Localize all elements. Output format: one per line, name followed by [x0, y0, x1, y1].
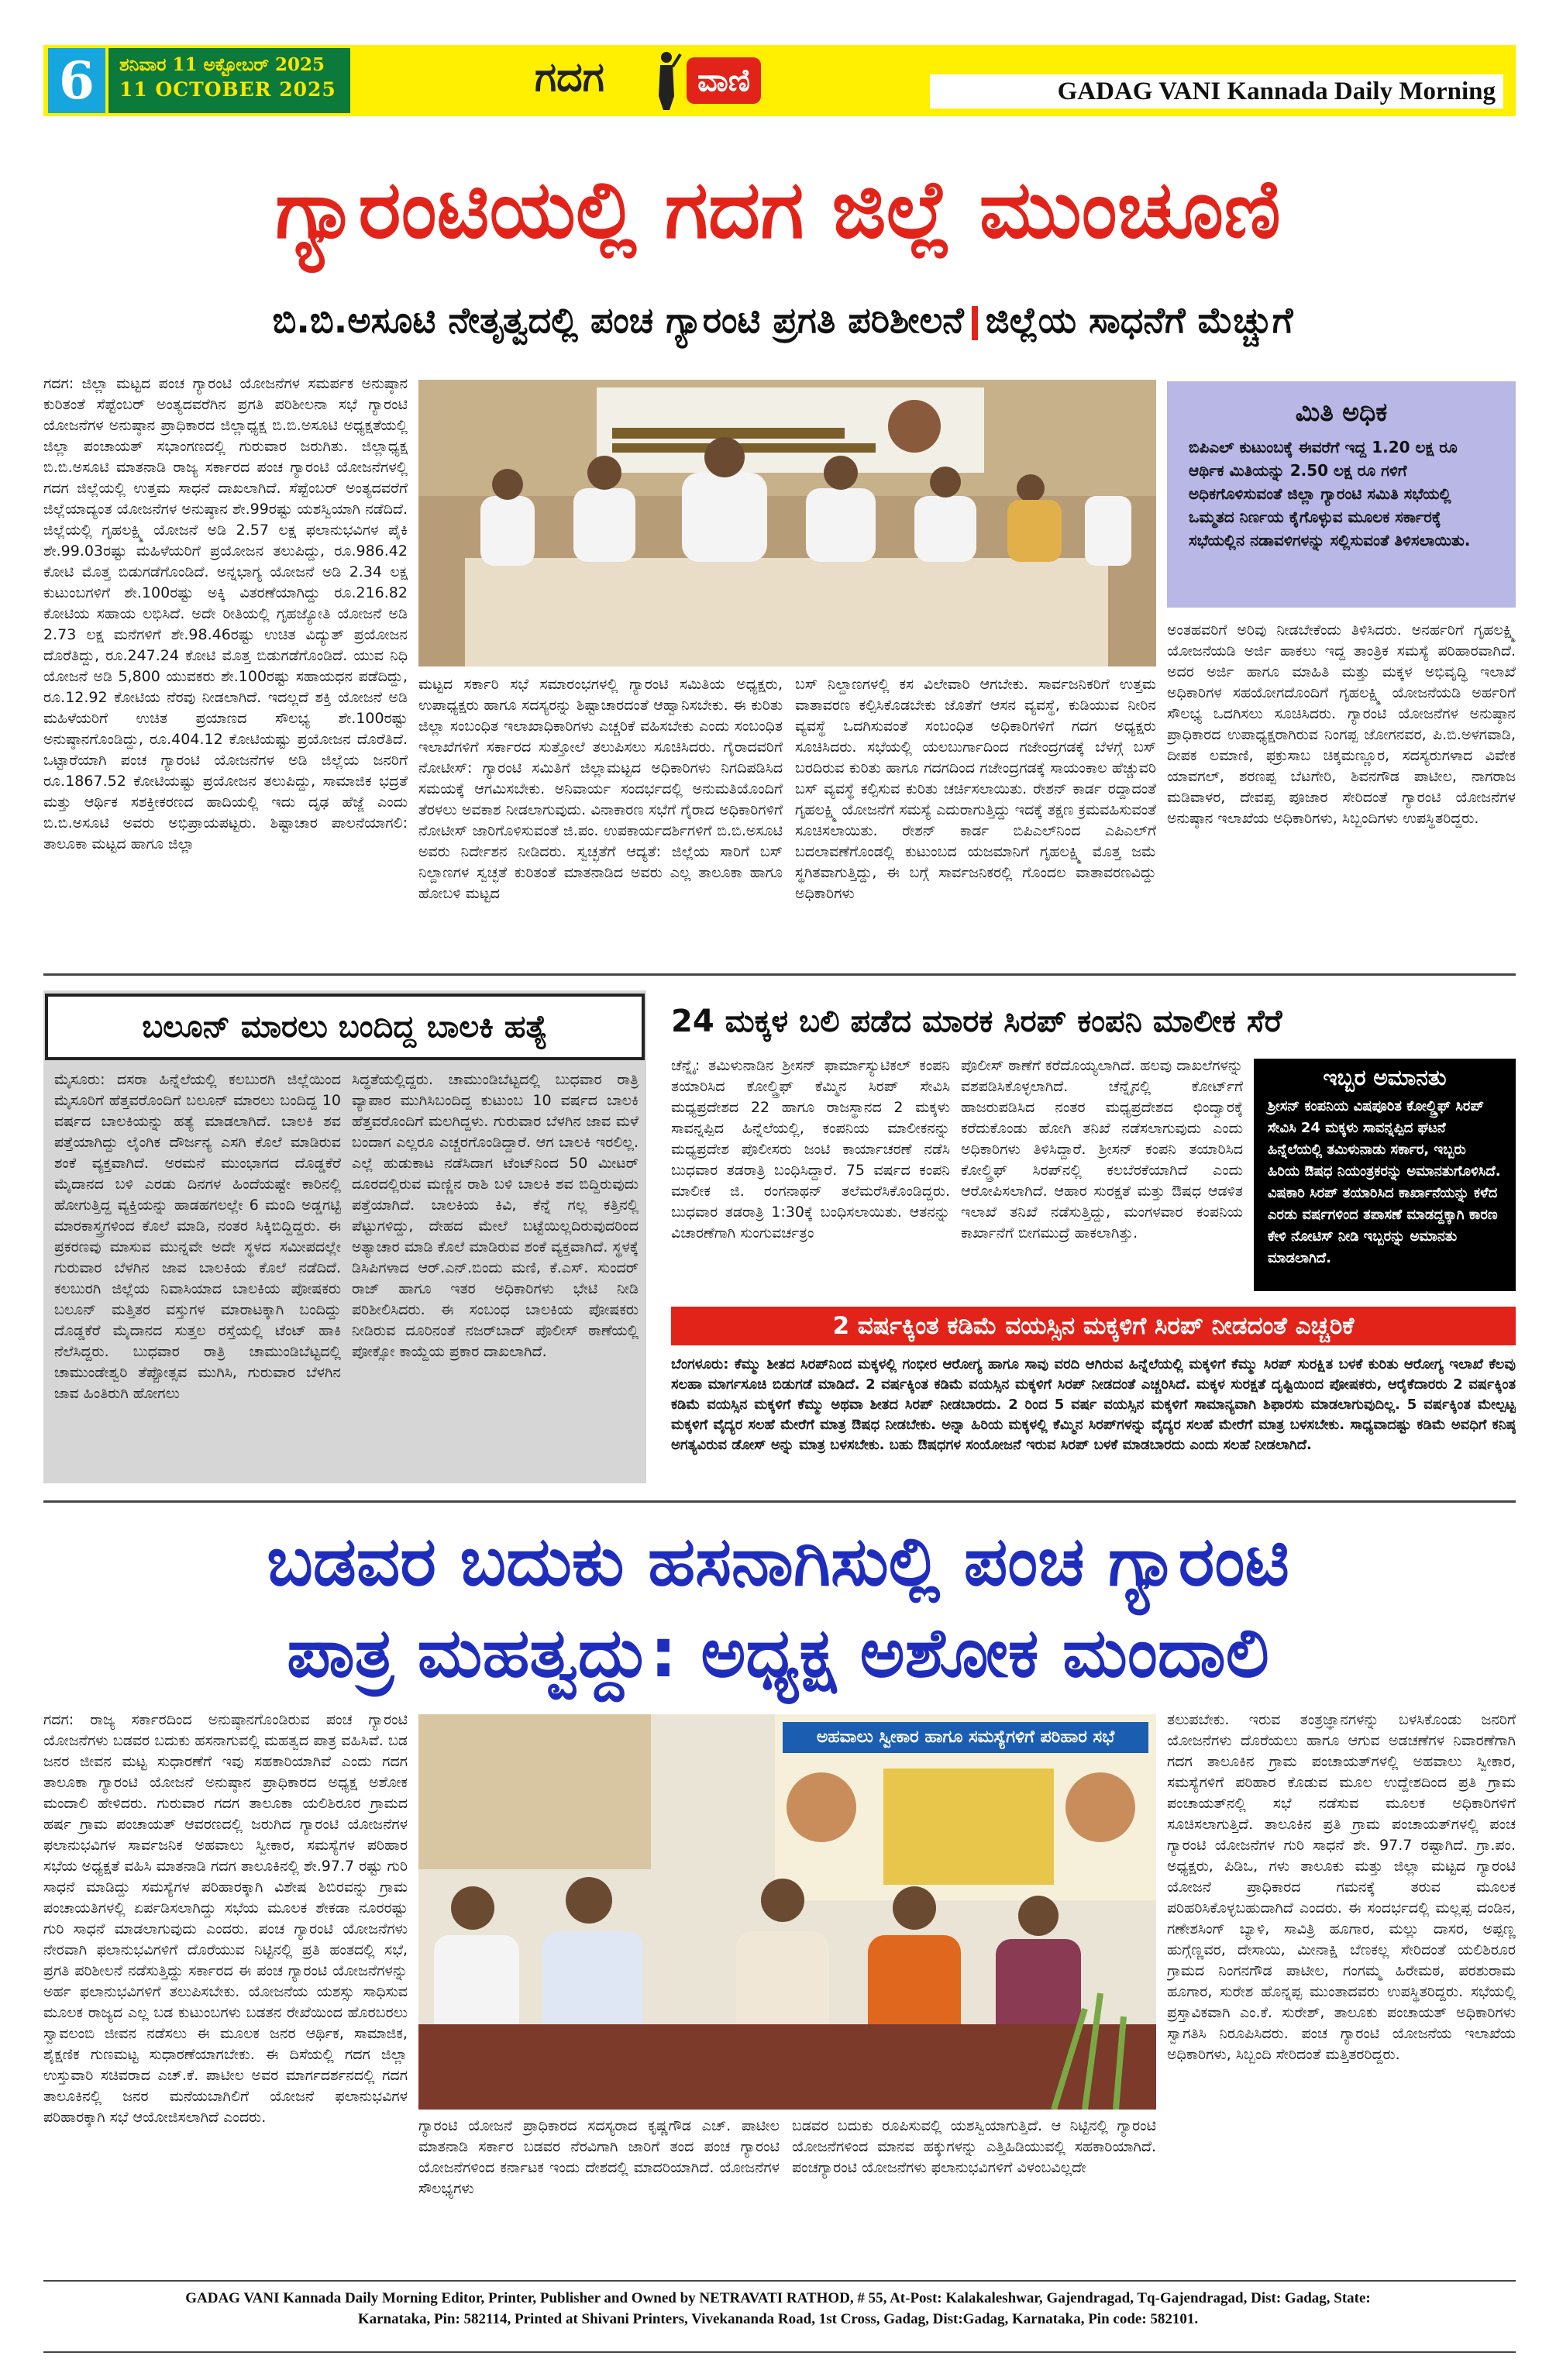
- lead-column-3: ಬಸ್ ನಿಲ್ದಾಣಗಳಲ್ಲಿ ಕಸ ವಿಲೇವಾರಿ ಆಗಬೇಕು. ಸಾರ್ವಜನಿಕರಿಗೆ ಉತ್ತಮ ವಾತಾವರಣ ಕಲ್ಪಿಸಿಕೊಡಬೇಕು ಜೊತೆಗೆ ಆಸನ ವ್ಯವಸ್ಥೆ, ಕುಡಿಯುವ ನೀರಿನ ವ್ಯವಸ್ಥೆ ಒದಗಿಸುವಂತೆ ಸಂಬಂಧಿತ ಅಧಿಕಾರಿಗಳಿಗೆ ಗದಗ ಅಧ್ಯಕ್ಷರು ಸೂಚಿಸಿದರು. ಸಭೆಯಲ್ಲಿ ಯಲಬುರ್ಗಾದಿಂದ ಗಜೇಂದ್ರಗಡಕ್ಕೆ ಬೆಳಗ್ಗೆ ಬಸ್ ಬರದಿರುವ ಕುರಿತು ಹಾಗೂ ಗದಗದಿಂದ ಗಜೇಂದ್ರಗಡಕ್ಕೆ ಸಾಯಂಕಾಲ ಹೆಚ್ಚುವರಿ ಬಸ್ ವ್ಯವಸ್ಥೆ ಕಲ್ಪಿಸುವ ಕುರಿತು ಚರ್ಚಿಸಲಾಯಿತು. ರೇಶನ್ ಕಾರ್ಡ ರದ್ದಾದಂತೆ ಗೃಹಲಕ್ಷ್ಮಿ ಯೋಜನೆಗೆ ಸಮಸ್ಯೆ ಎದುರಾಗುತ್ತಿದ್ದು ಇದಕ್ಕೆ ತಕ್ಷಣ ಕ್ರಮವಹಿಸುವಂತೆ ಸೂಚಿಸಲಾಯಿತು. ರೇಶನ್ ಕಾರ್ಡ ಬಿಪಿಎಲ್‌ನಿಂದ ಎಪಿಎಲ್‌ಗೆ ಬದಲಾವಣೆಗೊಂಡಲ್ಲಿ ಕುಟುಂಬದ ಯಜಮಾನಿಗೆ ಗೃಹಲಕ್ಷ್ಮಿ ಮೊತ್ತ ಜಮೆ ಸ್ಥಗಿತವಾಗುತ್ತಿದ್ದು, ಈ ಬಗ್ಗೆ ಸಾರ್ವಜನಿಕರಲ್ಲಿ ಗೊಂದಲ ವಾತಾವರಣವಿದ್ದು ಅಧಿಕಾರಿಗಳು: [795, 676, 1156, 902]
- page-number: 6: [48, 48, 105, 113]
- lead-subheadline: [46, 293, 1519, 347]
- warning-banner: 2 ವರ್ಷಕ್ಕಿಂತ ಕಡಿಮೆ ವಯಸ್ಸಿನ ಮಕ್ಕಳಿಗೆ ಸಿರಪ್ ನೀಡದಂತೆ ಎಚ್ಚರಿಕೆ: [671, 1307, 1516, 1345]
- photo-banner-text: ಅಹವಾಲು ಸ್ವೀಕಾರ ಹಾಗೂ ಸಮಸ್ಯೆಗಳಿಗೆ ಪರಿಹಾರ ಸಭೆ: [816, 1727, 1115, 1747]
- syrup-column-2: ಪೊಲೀಸ್ ಠಾಣೆಗೆ ಕರೆದೊಯ್ಯಲಾಗಿದೆ. ಹಲವು ದಾಖಲೆಗಳನ್ನು ವಶಪಡಿಸಿಕೊಳ್ಳಲಾಗಿದೆ. ಚೆನ್ನೈನಲ್ಲಿ ಕೋರ್ಟ್‌ಗೆ ಹಾಜರುಪಡಿಸಿದ ನಂತರ ಮಧ್ಯಪ್ರದೇಶದ ಛಿಂದ್ವಾರಕ್ಕೆ ಕರೆದುಕೊಂಡು ಹೋಗಿ ತನಿಖೆ ನಡೆಸಲಾಗುವುದು ಎಂದು ಅಧಿಕಾರಿಗಳು ತಿಳಿಸಿದ್ದಾರೆ. ಶ್ರೀಸನ್ ಕಂಪನಿ ತಯಾರಿಸಿದ ಕೋಲ್ಡ್ರಿಫ್ ಸಿರಪ್‌ನಲ್ಲಿ ಕಲಬೆರಕೆಯಾಗಿದೆ ಎಂದು ಆರೋಪಿಸಲಾಗಿದೆ. ಆಹಾರ ಸುರಕ್ಷತೆ ಮತ್ತು ಔಷಧ ಆಡಳಿತ ಇಲಾಖೆ ತನಿಖೆ ನಡೆಸುತ್ತಿದ್ದು, ಮಂಗಳವಾರ ಕಂಪನಿಯ ಕಾರ್ಖಾನೆಗೆ ಬೀಗಮುದ್ರೆ ಹಾಕಲಾಗಿತ್ತು.: [961, 1057, 1243, 1242]
- lead-column-4: ಅಂತಹವರಿಗೆ ಅರಿವು ನೀಡಬೇಕೆಂದು ತಿಳಿಸಿದರು. ಅನರ್ಹರಿಗೆ ಗೃಹಲಕ್ಷ್ಮಿ ಯೋಜನೆಯಡಿ ಅರ್ಜಿ ಹಾಕಲು ಇದ್ದ ತಾಂತ್ರಿಕ ಸಮಸ್ಯೆ ಪರಿಹಾರವಾಗಿದೆ. ಅದರ ಅರ್ಜಿ ಹಾಗೂ ಮಾಹಿತಿ ಮತ್ತು ಮಕ್ಕಳ ಅಭಿವೃದ್ಧಿ ಇಲಾಖೆ ಅಧಿಕಾರಿಗಳ ಸಹಯೋಗದೊಂದಿಗೆ ಗೃಹಲಕ್ಷ್ಮಿ ಯೋಜನೆಯಡಿ ಅರ್ಹರಿಗೆ ಸೌಲಭ್ಯ ಒದಗಿಸಲು ಸೂಚಿಸಿದರು. ಗ್ಯಾರಂಟಿ ಯೋಜನೆಗಳ ಅನುಷ್ಠಾನ ಪ್ರಾಧಿಕಾರದ ಉಪಾಧ್ಯಕ್ಷರಾಗಿರುವ ನಿಂಗಪ್ಪ ಜೋಗನವರ, ಪಿ.ಬಿ.ಅಳಗವಾಡಿ, ದೀಪಕ ಲಮಾಣಿ, ಫಕ್ರುಸಾಬ ಚಿಕ್ಕಮಣ್ಣೂರ, ಸದಸ್ಯರುಗಳಾದ ವಿವೇಕ ಯಾವಗಲ್, ಶರಣಪ್ಪ ಬೆಟಗೇರಿ, ಶಿವನಗೌಡ ಪಾಟೀಲ, ನಾಗರಾಜ ಮಡಿವಾಳರ, ದೇವಪ್ಪ ಪೂಜಾರ ಸೇರಿದಂತೆ ಗ್ಯಾರಂಟಿ ಯೋಜನೆಗಳ ಅನುಷ್ಠಾನ ಇಲಾಖೆಯ ಅಧಿಕಾರಿಗಳು, ಸಿಬ್ಬಂದಿಗಳು ಉಪಸ್ಥಿತರಿದ್ದರು.: [1167, 622, 1516, 827]
- statue-icon: [651, 50, 682, 112]
- date-block: [108, 48, 350, 113]
- section-divider-2: [43, 1500, 1516, 1503]
- logo-gadag: ಗದಗ: [535, 54, 604, 101]
- separator-bar: [972, 306, 978, 340]
- lead-column-2: ಮಟ್ಟದ ಸರ್ಕಾರಿ ಸಭೆ ಸಮಾರಂಭಗಳಲ್ಲಿ ಗ್ಯಾರಂಟಿ ಸಮಿತಿಯ ಅಧ್ಯಕ್ಷರು, ಉಪಾಧ್ಯಕ್ಷರು ಹಾಗೂ ಸದಸ್ಯರನ್ನು ಶಿಷ್ಟಾಚಾರದಂತೆ ಆಹ್ವಾನಿಸಬೇಕು. ಈ ಕುರಿತು ಜಿಲ್ಲಾ ಸಂಬಂಧಿತ ಇಲಾಖಾಧಿಕಾರಿಗಳು ಎಚ್ಚರಿಕೆ ವಹಿಸಬೇಕು ಎಂದು ಸಂಬಂಧಿತ ಇಲಾಖೆಗಳಿಗೆ ಸರ್ಕಾರದ ಸುತ್ತೋಲೆ ತಲುಪಿಸಲು ಸೂಚಿಸಿದರು. ಗೈರಾದವರಿಗೆ ನೋಟೀಸ್: ಗ್ಯಾರಂಟಿ ಸಮಿತಿಗೆ ಜಿಲ್ಲಾಮಟ್ಟದ ಅಧಿಕಾರಿಗಳು ನಿಗದಿಪಡಿಸಿದ ಸಮಯಕ್ಕೆ ಆಗಮಿಸಬೇಕು. ಅನಿವಾರ್ಯ ಸಂದರ್ಭದಲ್ಲಿ ಅನುಮತಿಯೊಂದಿಗೆ ತೆರಳಲು ಅವಕಾಶ ನೀಡಲಾಗುವುದು. ವಿನಾಕಾರಣ ಸಭೆಗೆ ಗೈರಾದ ಅಧಿಕಾರಿಗಳಿಗೆ ನೋಟೀಸ್ ಜಾರಿಗೊಳಿಸುವಂತೆ ಜಿ.ಪಂ. ಉಪಕಾರ್ಯದರ್ಶಿಗಳಿಗೆ ಬಿ.ಬಿ.ಅಸೂಟಿ ಅವರು ನಿರ್ದೇಶನ ನೀಡಿದರು. ಸ್ವಚ್ಛತೆಗೆ ಆದ್ಯತೆ: ಜಿಲ್ಲೆಯ ಸಾರಿಗೆ ಬಸ್ ನಿಲ್ದಾಣಗಳ ಸ್ವಚ್ಛತೆ ಕುರಿತಂತೆ ಮಾತನಾಡಿದ ಅವರು ಎಲ್ಲ ತಾಲೂಕಾ ಹಾಗೂ ಹೋಬಳಿ ಮಟ್ಟದ: [418, 676, 783, 902]
- poor-headline-line-1: ಬಡವರ ಬದುಕು ಹಸನಾಗಿಸುಲ್ಲಿ ಪಂಚ ಗ್ಯಾರಂಟಿ: [267, 1521, 1289, 1601]
- lead-sub-right: ಜಿಲ್ಲೆಯ ಸಾಧನೆಗೆ ಮೆಚ್ಚುಗೆ: [985, 299, 1293, 341]
- poor-column-1: ಗದಗ: ರಾಜ್ಯ ಸರ್ಕಾರದಿಂದ ಅನುಷ್ಠಾನಗೊಂಡಿರುವ ಪಂಚ ಗ್ಯಾರಂಟಿ ಯೋಜನೆಗಳು ಬಡವರ ಬದುಕು ಹಸನಾಗುವಲ್ಲಿ ಮಹತ್ವದ ಪಾತ್ರ ವಹಿಸಿವೆ. ಬಡ ಜನರ ಜೀವನ ಮಟ್ಟ ಸುಧಾರಣೆಗೆ ಇವು ಸಹಕಾರಿಯಾಗಿವೆ ಎಂದು ಗದಗ ತಾಲೂಕಾ ಗ್ಯಾರಂಟಿ ಯೋಜನೆ ಅನುಷ್ಠಾನ ಪ್ರಾಧಿಕಾರದ ಅಧ್ಯಕ್ಷ ಅಶೋಕ ಮಂದಾಲಿ ಹೇಳಿದರು. ಗುರುವಾರ ಗದಗ ತಾಲೂಕಾ ಯಲಿಶಿರೂರ ಗ್ರಾಮದ ಹರ್ಷ ಗ್ರಾಮ ಪಂಚಾಯತ್ ಆವರಣದಲ್ಲಿ ಜರುಗಿದ ಗ್ಯಾರಂಟಿ ಯೋಜನೆಗಳ ಫಲಾನುಭವಿಗಳ ಸಾರ್ವಜನಿಕ ಅಹವಾಲು ಸ್ವೀಕಾರ, ಸಮಸ್ಯೆಗಳ ಪರಿಹಾರ ಸಭೆಯ ಅಧ್ಯಕ್ಷತೆ ವಹಿಸಿ ಮಾತನಾಡಿ ಗದಗ ತಾಲೂಕಿನಲ್ಲಿ ಶೇ.97.7 ರಷ್ಟು ಗುರಿ ಸಾಧನೆ ಮಾಡಿದ್ದು ಸಮಸ್ಯೆಗಳ ಪರಿಹಾರಕ್ಕಾಗಿ ವಿಶೇಷ ಶಿಬಿರವನ್ನು ಗ್ರಾಮ ಪಂಚಾಯತಿಗಳಲ್ಲಿ ಏರ್ಪಡಿಸಲಾಗಿದ್ದು ಸಭೆಯ ಮೂಲಕ ಶೇಕಡಾ ನೂರರಷ್ಟು ಗುರಿ ಸಾಧನೆ ಮಾಡಲಾಗುವುದು ಎಂದರು. ಪಂಚ ಗ್ಯಾರಂಟಿ ಯೋಜನೆಗಳು ನೇರವಾಗಿ ಫಲಾನುಭವಿಗಳಿಗೆ ದೊರೆಯುವ ನಿಟ್ಟಿನಲ್ಲಿ ಪ್ರತಿ ಹಂತದಲ್ಲಿ ಸಭೆ, ಪ್ರಗತಿ ಪರಿಶೀಲನೆ ನಡೆಸುತ್ತಿದ್ದು ಸರ್ಕಾರದ ಈ ಪಂಚ ಗ್ಯಾರಂಟಿ ಯೋಜನೆಗಳನ್ನು ಅರ್ಹ ಫಲಾನುಭವಿಗಳಿಗೆ ತಲುಪಿಸಬೇಕು. ಯೋಜನೆಯ ಯಶಸ್ಸು ಸಾಧಿಸುವ ಮೂಲಕ ರಾಜ್ಯದ ಎಲ್ಲ ಬಡ ಕುಟುಂಬಗಳು ಬಡತನ ರೇಖೆಯಿಂದ ಹೊರಬರಲು ಸ್ವಾವಲಂಬಿ ಜೀವನ ನಡೆಸಲು ಈ ಮೂಲಕ ಜನರ ಆರ್ಥಿಕ, ಸಾಮಾಜಿಕ, ಶೈಕ್ಷಣಿಕ ಗುಣಮಟ್ಟ ಸುಧಾರಣೆಯಾಗಬೇಕು. ಈ ದಿಸೆಯಲ್ಲಿ ಗದಗ ಜಿಲ್ಲಾ ಉಸ್ತುವಾರಿ ಸಚಿವರಾದ ಎಚ್.ಕೆ. ಪಾಟೀಲ ಅವರ ಮಾರ್ಗದರ್ಶನದಲ್ಲಿ ಗದಗ ತಾಲೂಕಿನಲ್ಲಿ ಜನರ ಮನೆಯಬಾಗಿಲಿಗೆ ಯೋಜನೆ ಫಲಾನುಭವಿಗಳ ಪರಿಹಾರಕ್ಕಾಗಿ ಸಭೆ ಆಯೋಜಿಸಲಾಗಿದೆ ಎಂದರು.: [43, 1711, 408, 2126]
- footer-line-1: GADAG VANI Kannada Daily Morning Editor, Printer, Publisher and Owned by NETRAVATI RATHOD, # 55, At-Post: Kalakaleshwar, Gajendragad, Tq-Gajendragad, Dist: Gadag, State:: [185, 2290, 1371, 2306]
- footer-rule-bottom: [43, 2351, 1516, 2353]
- warning-body: ಬೆಂಗಳೂರು: ಕೆಮ್ಮು ಶೀತದ ಸಿರಪ್‌ನಿಂದ ಮಕ್ಕಳಲ್ಲಿ ಗಂಭೀರ ಆರೋಗ್ಯ ಹಾಗೂ ಸಾವು ವರದಿ ಆಗಿರುವ ಹಿನ್ನೆಲೆಯಲ್ಲಿ ಮಕ್ಕಳಿಗೆ ಕೆಮ್ಮು ಸಿರಪ್ ಸುರಕ್ಷಿತ ಬಳಕೆ ಕುರಿತು ಆರೋಗ್ಯ ಇಲಾಖೆ ಕೆಲವು ಸಲಹಾ ಮಾರ್ಗಸೂಚಿ ಬಿಡುಗಡೆ ಮಾಡಿದೆ. 2 ವರ್ಷಕ್ಕಿಂತ ಕಡಿಮೆ ವಯಸ್ಸಿನ ಮಕ್ಕಳಿಗೆ ಸಿರಪ್ ನೀಡದಂತೆ ಎಚ್ಚರಿಸಿದೆ. ಮಕ್ಕಳ ಸುರಕ್ಷತೆ ದೃಷ್ಟಿಯಿಂದ ಪೋಷಕರು, ಆರೈಕೆದಾರರು 2 ವರ್ಷಕ್ಕಿಂತ ಕಡಿಮೆ ವಯಸ್ಸಿನ ಮಕ್ಕಳಿಗೆ ಕೆಮ್ಮು ಅಥವಾ ಶೀತದ ಸಿರಪ್ ನೀಡಬಾರದು. 2 ರಿಂದ 5 ವರ್ಷ ವಯಸ್ಸಿನ ಮಕ್ಕಳಿಗೆ ಸಾಮಾನ್ಯವಾಗಿ ಶಿಫಾರಸು ಮಾಡಲಾಗುವುದಿಲ್ಲ. 5 ವರ್ಷಕ್ಕಿಂತ ಮೇಲ್ಪಟ್ಟ ಮಕ್ಕಳಿಗೆ ವೈದ್ಯರ ಸಲಹೆ ಮೇರೆಗೆ ಮಾತ್ರ ಔಷಧ ನೀಡಬೇಕು. ಅನ್ನಾ ಹಿರಿಯ ಮಕ್ಕಳಲ್ಲಿ ಕೆಮ್ಮಿನ ಸಿರಪ್‌ಗಳನ್ನು ವೈದ್ಯರ ಸಲಹೆ ಮೇರೆಗೆ ಮಾತ್ರ ಬಳಸಬೇಕು. ಸಾಧ್ಯವಾದಷ್ಟು ಕಡಿಮೆ ಅವಧಿಗೆ ಕನಿಷ್ಠ ಅಗತ್ಯವಿರುವ ಡೋಸ್ ಅನ್ನು ಮಾತ್ರ ಬಳಸಬೇಕು. ಬಹು ಔಷಧಗಳ ಸಂಯೋಜನೆ ಇರುವ ಸಿರಪ್ ಬಳಕೆ ಮಾಡಬಾರದು ಎಂದು ಸಲಹೆ ನೀಡಲಾಗಿದೆ.: [671, 1356, 1516, 1453]
- limit-box-body: ಬಿಪಿಎಲ್ ಕುಟುಂಬಕ್ಕೆ ಈವರೆಗೆ ಇದ್ದ 1.20 ಲಕ್ಷ ರೂ ಆರ್ಥಿಕ ಮಿತಿಯನ್ನು 2.50 ಲಕ್ಷ ರೂ ಗಳಿಗೆ ಅಧಿಕಗೊಳಿಸುವಂತೆ ಜಿಲ್ಲಾ ಗ್ಯಾರಂಟಿ ಸಮಿತಿ ಸಭೆಯಲ್ಲಿ ಒಮ್ಮತದ ನಿರ್ಣಯ ಕೈಗೊಳ್ಳುವ ಮೂಲಕ ಸರ್ಕಾರಕ್ಕೆ ಸಭೆಯಲ್ಲಿನ ನಡಾವಳಿಗಳನ್ನು ಸಲ್ಲಿಸುವಂತೆ ತಿಳಿಸಲಾಯಿತು.: [1189, 438, 1471, 549]
- footer-line-2: Karnataka, Pin: 582114, Printed at Shivani Printers, Vivekananda Road, 1st Cross, Gadag, Dist:Gadag, Karnataka, Pin code: 582101.: [357, 2311, 1199, 2327]
- limit-box: [1167, 381, 1516, 608]
- syrup-column-1: ಚೆನ್ನೈ: ತಮಿಳುನಾಡಿನ ಶ್ರೀಸನ್ ಫಾರ್ಮಾಸ್ಯುಟಿಕಲ್ ಕಂಪನಿ ತಯಾರಿಸಿದ ಕೋಲ್ಡ್ರಿಫ್ ಕೆಮ್ಮಿನ ಸಿರಪ್ ಸೇವಿಸಿ ಮಧ್ಯಪ್ರದೇಶದ 22 ಹಾಗೂ ರಾಜಸ್ಥಾನದ 2 ಮಕ್ಕಳು ಸಾವನ್ನಪ್ಪಿದ ಹಿನ್ನೆಲೆಯಲ್ಲಿ, ಕಂಪನಿಯ ಮಾಲೀಕನನ್ನು ಮಧ್ಯಪ್ರದೇಶ ಪೊಲೀಸರು ಜಂಟಿ ಕಾರ್ಯಾಚರಣೆ ನಡೆಸಿ ಬುಧವಾರ ತಡರಾತ್ರಿ ಬಂಧಿಸಿದ್ದಾರೆ. 75 ವರ್ಷದ ಕಂಪನಿ ಮಾಲೀಕ ಜಿ. ರಂಗನಾಥನ್ ತಲೆಮರೆಸಿಕೊಂಡಿದ್ದರು. ಬುಧವಾರ ತಡರಾತ್ರಿ 1:30ಕ್ಕೆ ಬಂಧಿಸಲಾಯಿತು. ಆತನನ್ನು ವಿಚಾರಣೆಗಾಗಿ ಸುಂಗುವರ್ಚತ್ರಂ: [671, 1057, 950, 1242]
- lead-headline: ಗ್ಯಾರಂಟಿಯಲ್ಲಿ ಗದಗ ಜಿಲ್ಲೆ ಮುಂಚೂಣಿ: [275, 162, 1281, 257]
- limit-box-title: ಮಿತಿ ಅಧಿಕ: [1295, 397, 1388, 427]
- suspension-body: ಶ್ರೀಸನ್ ಕಂಪನಿಯ ವಿಷಪೂರಿತ ಕೋಲ್ಡ್ರಿಫ್ ಸಿರಪ್ ಸೇವಿಸಿ 24 ಮಕ್ಕಳು ಸಾವನ್ನಪ್ಪಿದ ಘಟನೆ ಹಿನ್ನೆಲೆಯಲ್ಲಿ ತಮಿಳುನಾಡು ಸರ್ಕಾರ, ಇಬ್ಬರು ಹಿರಿಯ ಔಷಧ ನಿಯಂತ್ರಕರನ್ನು ಅಮಾನತುಗೊಳಿಸಿದೆ. ವಿಷಕಾರಿ ಸಿರಪ್ ತಯಾರಿಸಿದ ಕಾರ್ಖಾನೆಯನ್ನು ಕಳೆದ ಎರಡು ವರ್ಷಗಳಿಂದ ತಪಾಸಣೆ ಮಾಡದ್ದಕ್ಕಾಗಿ ಕಾರಣ ಕೇಳಿ ನೋಟಿಸ್ ನೀಡಿ ಇಬ್ಬರನ್ನು ಅಮಾನತು ಮಾಡಲಾಗಿದೆ.: [1268, 1098, 1501, 1266]
- poor-column-2: ಗ್ಯಾರಂಟಿ ಯೋಜನೆ ಪ್ರಾಧಿಕಾರದ ಸದಸ್ಯರಾದ ಕೃಷ್ಣಗೌಡ ಎಚ್. ಪಾಟೀಲ ಮಾತನಾಡಿ ಸರ್ಕಾರ ಬಡವರ ನೆರವಿಗಾಗಿ ಜಾರಿಗೆ ತಂದ ಪಂಚ ಗ್ಯಾರಂಟಿ ಯೋಜನೆಗಳಿಂದ ಕರ್ನಾಟಕ ಇಂದು ದೇಶದಲ್ಲಿ ಮಾದರಿಯಾಗಿದೆ. ಯೋಜನೆಗಳ ಸೌಲಭ್ಯಗಳು: [418, 2117, 780, 2197]
- footer-rule-top: [43, 2280, 1516, 2282]
- balloon-column-1: ಮೈಸೂರು: ದಸರಾ ಹಿನ್ನೆಲೆಯಲ್ಲಿ ಕಲಬುರಗಿ ಜಿಲ್ಲೆಯಿಂದ ಮೈಸೂರಿಗೆ ಹೆತ್ತವರೊಂದಿಗೆ ಬಲೂನ್ ಮಾರಲು ಬಂದಿದ್ದ 10 ವರ್ಷದ ಬಾಲಕಿಯನ್ನು ಹತ್ಯೆ ಮಾಡಲಾಗಿದೆ. ಬಾಲಕಿ ಶವ ಪತ್ತೆಯಾಗಿದ್ದು ಲೈಂಗಿಕ ದೌರ್ಜನ್ಯ ಎಸಗಿ ಕೊಲೆ ಮಾಡಿರುವ ಶಂಕೆ ವ್ಯಕ್ತವಾಗಿದೆ. ಅರಮನೆ ಮುಂಭಾಗದ ದೊಡ್ಡಕೆರೆ ಮೈದಾನದ ಬಳಿ ಎರಡು ದಿನಗಳ ಹಿಂದೆಯಷ್ಟೇ ಕಾರಿನಲ್ಲಿ ಹೋಗುತ್ತಿದ್ದ ವ್ಯಕ್ತಿಯನ್ನು ಹಾಡಹಗಲಲ್ಲೇ 6 ಮಂದಿ ಅಡ್ಡಗಟ್ಟಿ ಮಾರಕಾಸ್ತ್ರಗಳಿಂದ ಕೊಲೆ ಮಾಡಿ, ನಂತರ ಸಿಕ್ಕಿಬಿದ್ದಿದ್ದರು. ಈ ಪ್ರಕರಣವು ಮಾಸುವ ಮುನ್ನವೇ ಅದೇ ಸ್ಥಳದ ಸಮೀಪದಲ್ಲೇ ಗುರುವಾರ ಬೆಳಗಿನ ಜಾವ ಬಾಲಕಿಯ ಕೊಲೆ ನಡೆದಿದೆ. ಕಲಬುರಗಿ ಜಿಲ್ಲೆಯ ನಿವಾಸಿಯಾದ ಬಾಲಕಿಯ ಪೋಷಕರು ಬಲೂನ್ ಮತ್ತಿತರ ವಸ್ತುಗಳ ಮಾರಾಟಕ್ಕಾಗಿ ಬಂದಿದ್ದು ದೊಡ್ಡಕೆರೆ ಮೈದಾನದ ಸುತ್ತಲ ರಸ್ತೆಯಲ್ಲಿ ಟೆಂಟ್ ಹಾಕಿ ನೆಲೆಸಿದ್ದರು. ಬುಧವಾರ ರಾತ್ರಿ ಚಾಮುಂಡಿಬೆಟ್ಟದಲ್ಲಿ ಚಾಮುಂಡೇಶ್ವರಿ ತೆಪ್ಪೋತ್ಸವ ಮುಗಿಸಿ, ಗುರುವಾರ ಬೆಳಗಿನ ಜಾವ ಹಿಂತಿರುಗಿ ಹೋಗಲು: [54, 1071, 341, 1402]
- syrup-headline: 24 ಮಕ್ಕಳ ಬಲಿ ಪಡೆದ ಮಾರಕ ಸಿರಪ್ ಕಂಪನಿ ಮಾಲೀಕ ಸೆರೆ: [671, 1004, 1282, 1039]
- imprint-footer: [46, 2288, 1510, 2347]
- event-photo: [418, 1714, 1156, 2110]
- poor-column-4: ತಲುಪಬೇಕು. ಇರುವ ತಂತ್ರಜ್ಞಾನಗಳನ್ನು ಬಳಸಿಕೊಂಡು ಜನರಿಗೆ ಯೋಜನೆಗಳು ದೊರೆಯಲು ಹಾಗೂ ಆಗುವ ಅಡಚಣೆಗಳ ನಿವಾರಣೆಗಾಗಿ ಗದಗ ತಾಲೂಕಿನ ಗ್ರಾಮ ಪಂಚಾಯತ್‌ಗಳಲ್ಲಿ ಅಹವಾಲು ಸ್ವೀಕಾರ, ಸಮಸ್ಯೆಗಳಿಗೆ ಪರಿಹಾರ ಕೊಡುವ ಮೂಲ ಉದ್ದೇಶದಿಂದ ಪ್ರತಿ ಗ್ರಾಮ ಪಂಚಾಯತ್‌ನಲ್ಲಿ ಸಭೆ ನಡೆಸುವ ಮೂಲಕ ಅಧಿಕಾರಿಗಳಿಗೆ ಸೂಚಿಸಲಾಗುತ್ತಿದೆ. ತಾಲೂಕಿನ ಪ್ರತಿ ಗ್ರಾಮ ಪಂಚಾಯತ್‌ಗಳಲ್ಲಿ ಪಂಚ ಗ್ಯಾರಂಟಿ ಯೋಜನೆಗಳ ಗುರಿ ಸಾಧನೆ ಶೇ. 97.7 ರಷ್ಟಾಗಿದೆ. ಗ್ರಾ.ಪಂ. ಅಧ್ಯಕ್ಷರು, ಪಿಡಿಒ, ಗಳು ತಾಲೂಕು ಮತ್ತು ಜಿಲ್ಲಾ ಮಟ್ಟದ ಗ್ಯಾರಂಟಿ ಯೋಜನೆ ಪ್ರಾಧಿಕಾರದ ಗಮನಕ್ಕೆ ತರುವ ಮೂಲಕ ಪರಿಹರಿಸಿಕೊಳ್ಳಬಹುದಾಗಿದೆ ಎಂದರು. ಈ ಸಂದರ್ಭದಲ್ಲಿ ಮಲ್ಲಪ್ಪ ದಂಡಿನ, ಗಣೇಶಸಿಂಗ್ ಬ್ಯಾಳಿ, ಸಾವಿತ್ರಿ ಹೂಗಾರ, ಮಲ್ಲು ದಾಸರ, ಅಪ್ಪಣ್ಣ ಹುಗ್ಗೆಣ್ಣವರ, ದೇಸಾಯಿ, ಮೀನಾಕ್ಷಿ ಬೆಣಕಲ್ಲ ಸೇರಿದಂತೆ ಯಲಿಶಿರೂರ ಗ್ರಾಮದ ನಿಂಗನಗೌಡ ಪಾಟೀಲ, ಗಂಗಮ್ಮ ಹಿರೇಮಠ, ಪರಶುರಾಮ ಹೂಗಾರ, ಸುರೇಶ ಹೊನ್ನಪ್ಪ ಮುಂತಾದವರು ಉಪಸ್ಥಿತರಿದ್ದರು. ಸಭೆಯಲ್ಲಿ ಪ್ರಸ್ತಾವಿಕವಾಗಿ ಎಂ.ಕೆ. ಸುರೇಶ್, ತಾಲೂಕು ಪಂಚಾಯತ್ ಅಧಿಕಾರಿಗಳು ಸ್ವಾಗತಿಸಿ ನಿರೂಪಿಸಿದರು. ಪಂಚ ಗ್ಯಾರಂಟಿ ಯೋಜನೆಯ ಇಲಾಖೆಯ ಅಧಿಕಾರಿಗಳು, ಸಿಬ್ಬಂದಿ ಸೇರಿದಂತೆ ಮತ್ತಿತರರಿದ್ದರು.: [1167, 1711, 1516, 2063]
- balloon-headline: ಬಲೂನ್ ಮಾರಲು ಬಂದಿದ್ದ ಬಾಲಕಿ ಹತ್ಯೆ: [45, 994, 645, 1060]
- date-kannada: ಶನಿವಾರ 11 ಅಕ್ಟೋಬರ್ 2025: [119, 54, 325, 75]
- balloon-column-2: ಸಿದ್ಧತೆಯಲ್ಲಿದ್ದರು. ಚಾಮುಂಡಿಬೆಟ್ಟದಲ್ಲಿ ಬುಧವಾರ ರಾತ್ರಿ ವ್ಯಾಪಾರ ಮುಗಿಸಿಬಂದಿದ್ದ ಕುಟುಂಬ 10 ವರ್ಷದ ಬಾಲಕಿ ಹೆತ್ತವರೊಂದಿಗೆ ಮಲಗಿದ್ದಳು. ಗುರುವಾರ ಬೆಳಗಿನ ಜಾವ ಮಳೆ ಬಂದಾಗ ಎಲ್ಲರೂ ಎಚ್ಚರಗೊಂಡಿದ್ದಾರೆ. ಆಗ ಬಾಲಕಿ ಇರಲಿಲ್ಲ. ಎಲ್ಲೆ ಹುಡುಕಾಟ ನಡೆಸಿದಾಗ ಟೆಂಟ್‌ನಿಂದ 50 ಮೀಟರ್ ದೂರದಲ್ಲಿರುವ ಮಣ್ಣಿನ ರಾಶಿ ಬಳಿ ಬಾಲಕಿ ಶವ ಬಿದ್ದಿರುವುದು ಪತ್ತೆಯಾಗಿದೆ. ಬಾಲಕಿಯ ಕಿವಿ, ಕೆನ್ನೆ ಗಲ್ಲ ಕತ್ತಿನಲ್ಲಿ ಪೆಟ್ಟುಗಳಿದ್ದು, ದೇಹದ ಮೇಲೆ ಬಟ್ಟೆಯಿಲ್ಲದಿರುವುದರಿಂದ ಅತ್ಯಾಚಾರ ಮಾಡಿ ಕೊಲೆ ಮಾಡಿರುವ ಶಂಕೆ ವ್ಯಕ್ತವಾಗಿದೆ. ಸ್ಥಳಕ್ಕೆ ಡಿಸಿಪಿಗಳಾದ ಆರ್.ಎನ್.ಬಿಂದು ಮಣಿ, ಕೆ.ಎಸ್. ಸುಂದರ್ ರಾಜ್ ಹಾಗೂ ಇತರ ಅಧಿಕಾರಿಗಳು ಭೇಟಿ ನೀಡಿ ಪರಿಶೀಲಿಸಿದರು. ಈ ಸಂಬಂಧ ಬಾಲಕಿಯ ಪೋಷಕರು ನೀಡಿರುವ ದೂರಿನಂತೆ ನಜರ್‌ಬಾದ್ ಪೊಲೀಸ್ ಠಾಣೆಯಲ್ಲಿ ಪೋಕ್ಸೋ ಕಾಯ್ದೆಯ ಪ್ರಕಾರ ದಾಖಲಾಗಿದೆ.: [352, 1071, 639, 1360]
- suspension-title: ಇಬ್ಬರ ಅಮಾನತು: [1323, 1065, 1447, 1090]
- masthead-tagline: GADAG VANI Kannada Daily Morning: [930, 74, 1503, 108]
- poor-column-3: ಬಡವರ ಬದುಕು ರೂಪಿಸುವಲ್ಲಿ ಯಶಸ್ವಿಯಾಗುತ್ತಿದೆ. ಆ ನಿಟ್ಟಿನಲ್ಲಿ ಗ್ಯಾರಂಟಿ ಯೋಜನೆಗಳಿಂದ ಮಾನವ ಹಕ್ಕುಗಳನ್ನು ಎತ್ತಿಹಿಡಿಯುವಲ್ಲಿ ಸಹಕಾರಿಯಾಗಿದೆ. ಪಂಚಗ್ಯಾರಂಟಿ ಯೋಜನೆಗಳು ಫಲಾನುಭವಿಗಳಿಗೆ ವಿಳಂಬವಿಲ್ಲದೇ: [792, 2117, 1156, 2176]
- meeting-photo: [418, 380, 1156, 666]
- lead-column-1: ಗದಗ: ಜಿಲ್ಲಾ ಮಟ್ಟದ ಪಂಚ ಗ್ಯಾರಂಟಿ ಯೋಜನೆಗಳ ಸಮರ್ಪಕ ಅನುಷ್ಠಾನ ಕುರಿತಂತೆ ಸೆಪ್ಟೆಂಬರ್ ಅಂತ್ಯದವರೆಗಿನ ಪ್ರಗತಿ ಪರಿಶೀಲನಾ ಸಭೆ ಗ್ಯಾರಂಟಿ ಯೋಜನೆಗಳ ಅನುಷ್ಠಾನ ಪ್ರಾಧಿಕಾರದ ಜಿಲ್ಲಾಧ್ಯಕ್ಷ ಬಿ.ಬಿ.ಅಸೂಟಿ ಅಧ್ಯಕ್ಷತೆಯಲ್ಲಿ ಜಿಲ್ಲಾ ಪಂಚಾಯತ್ ಸಭಾಂಗಣದಲ್ಲಿ ಗುರುವಾರ ಜರುಗಿತು. ಜಿಲ್ಲಾಧ್ಯಕ್ಷ ಬಿ.ಬಿ.ಅಸೂಟಿ ಮಾತನಾಡಿ ರಾಜ್ಯ ಸರ್ಕಾರದ ಪಂಚ ಗ್ಯಾರಂಟಿ ಯೋಜನೆಗಳಲ್ಲಿ ಗದಗ ಜಿಲ್ಲೆಯಲ್ಲಿ ಉತ್ತಮ ಸಾಧನೆ ದಾಖಲಾಗಿದೆ. ಸೆಪ್ಟೆಂಬರ್ ಅಂತ್ಯದವರೆಗೆ ಜಿಲ್ಲೆಯಾದ್ಯಂತ ಯೋಜನೆಗಳ ಅನುಷ್ಠಾನ ಶೇ.99ರಷ್ಟು ಯಶಸ್ವಿಯಾಗಿ ನಡೆದಿದೆ. ಜಿಲ್ಲೆಯಲ್ಲಿ ಗೃಹಲಕ್ಷ್ಮಿ ಯೋಜನೆ ಅಡಿ 2.57 ಲಕ್ಷ ಫಲಾನುಭವಿಗಳ ಪೈಕಿ ಶೇ.99.03ರಷ್ಟು ಮಹಿಳೆಯರಿಗೆ ಪ್ರಯೋಜನ ತಲುಪಿದ್ದು, ರೂ.986.42 ಕೋಟಿ ಮೊತ್ತ ಬಿಡುಗಡೆಗೊಂಡಿದೆ. ಅನ್ನಭಾಗ್ಯ ಯೋಜನೆ ಅಡಿ 2.34 ಲಕ್ಷ ಕುಟುಂಬಗಳಿಗೆ ಶೇ.100ರಷ್ಟು ಅಕ್ಕಿ ವಿತರಣೆಯಾಗಿದ್ದು ರೂ.216.82 ಕೋಟಿಯ ಸಹಾಯ ಲಭಿಸಿದೆ. ಅದೇ ರೀತಿಯಲ್ಲಿ ಗೃಹಜ್ಯೋತಿ ಯೋಜನೆ ಅಡಿ 2.73 ಲಕ್ಷ ಮನೆಗಳಿಗೆ ಶೇ.98.46ರಷ್ಟು ಉಚಿತ ವಿದ್ಯುತ್ ಪ್ರಯೋಜನ ದೊರೆತಿದ್ದು, ರೂ.247.24 ಕೋಟಿ ಮೊತ್ತ ಬಿಡುಗಡೆಗೊಂಡಿದೆ. ಯುವ ನಿಧಿ ಯೋಜನೆ ಅಡಿ 5,800 ಯುವಕರು ಶೇ.100ರಷ್ಟು ಸಹಾಯಧನ ಪಡೆದಿದ್ದು, ರೂ.12.92 ಕೋಟಿಯ ನೆರವು ನೀಡಲಾಗಿದೆ. ಇದಲ್ಲದೆ ಶಕ್ತಿ ಯೋಜನೆ ಅಡಿ ಮಹಿಳೆಯರಿಗೆ ಉಚಿತ ಪ್ರಯಾಣದ ಸೌಲಭ್ಯ ಶೇ.100ರಷ್ಟು ಅನುಷ್ಠಾನಗೊಂಡಿದ್ದು, ರೂ.404.12 ಕೋಟಿಯಷ್ಟು ಪ್ರಯೋಜನ ದೊರೆತಿದೆ. ಒಟ್ಟಾರೆಯಾಗಿ ಪಂಚ ಗ್ಯಾರಂಟಿ ಯೋಜನೆಗಳ ಅಡಿ ಜಿಲ್ಲೆಯ ಜನರಿಗೆ ರೂ.1867.52 ಕೋಟಿಯಷ್ಟು ಪ್ರಯೋಜನ ತಲುಪಿದ್ದು, ಸಾಮಾಜಿಕ ಭದ್ರತೆ ಮತ್ತು ಆರ್ಥಿಕ ಸಶಕ್ತೀಕರಣದ ಹಾದಿಯಲ್ಲಿ ಇದು ದೃಢ ಹೆಜ್ಜೆ ಎಂದು ಬಿ.ಬಿ.ಅಸೂಟಿ ಅವರು ಅಭಿಪ್ರಾಯಪಟ್ಟರು. ಶಿಷ್ಟಾಚಾರ ಪಾಲನೆಯಾಗಲಿ: ತಾಲೂಕಾ ಮಟ್ಟದ ಹಾಗೂ ಜಿಲ್ಲಾ: [43, 375, 408, 852]
- poor-headline-line-2: ಪಾತ್ರ ಮಹತ್ವದ್ದು: ಅಧ್ಯಕ್ಷ ಅಶೋಕ ಮಂದಾಲಿ: [287, 1613, 1269, 1693]
- lead-sub-left: ಬಿ.ಬಿ.ಅಸೂಟಿ ನೇತೃತ್ವದಲ್ಲಿ ಪಂಚ ಗ್ಯಾರಂಟಿ ಪ್ರಗತಿ ಪರಿಶೀಲನೆ: [272, 299, 964, 341]
- suspension-box: [1254, 1059, 1516, 1291]
- section-divider: [43, 973, 1516, 976]
- newspaper-logo: [535, 50, 814, 113]
- logo-vani: ವಾಣಿ: [687, 57, 761, 104]
- date-english: 11 OCTOBER 2025: [119, 78, 336, 101]
